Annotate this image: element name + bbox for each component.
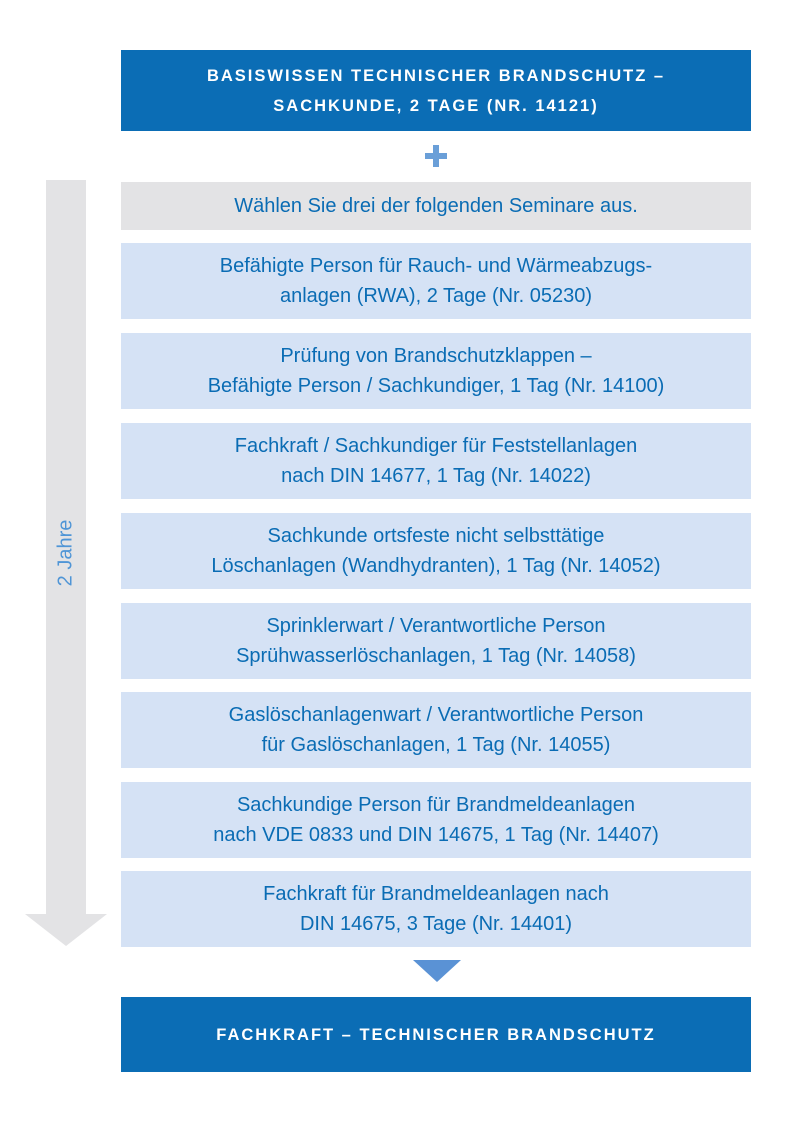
seminar-box — [121, 782, 751, 858]
seminar-line-2: anlagen (RWA), 2 Tage (Nr. 05230) — [279, 285, 592, 307]
seminar-line-2: Befähigte Person / Sachkundiger, 1 Tag (Nr. 14100) — [207, 375, 665, 397]
header-box — [121, 50, 751, 131]
seminar-line-1: Befähigte Person für Rauch- und Wärmeabzugs- — [219, 255, 653, 277]
seminar-line-1: Fachkraft / Sachkundiger für Feststellanlagen — [234, 435, 638, 457]
instruction-text: Wählen Sie drei der folgenden Seminare aus. — [234, 194, 638, 217]
duration-label: 2 Jahre — [54, 519, 77, 587]
seminar-line-1: Fachkraft für Brandmeldeanlagen nach — [263, 883, 609, 905]
result-box — [121, 997, 751, 1072]
seminar-box — [121, 603, 751, 679]
seminar-box — [121, 692, 751, 768]
seminar-line-2: nach DIN 14677, 1 Tag (Nr. 14022) — [281, 465, 591, 487]
seminar-line-1: Sachkundige Person für Brandmeldeanlagen — [236, 794, 636, 816]
seminar-box — [121, 871, 751, 947]
seminar-line-2: Löschanlagen (Wandhydranten), 1 Tag (Nr. 14052) — [211, 555, 661, 577]
seminar-line-1: Gaslöschanlagenwart / Verantwortliche Person — [228, 704, 644, 726]
seminar-line-2: Sprühwasserlöschanlagen, 1 Tag (Nr. 14058) — [236, 645, 636, 667]
instruction-box — [121, 182, 751, 230]
seminar-box — [121, 513, 751, 589]
seminar-line-1: Prüfung von Brandschutzklappen – — [280, 345, 592, 367]
down-triangle-icon — [413, 960, 461, 982]
seminar-box — [121, 243, 751, 319]
seminar-box — [121, 423, 751, 499]
header-line-1: BASISWISSEN TECHNISCHER BRANDSCHUTZ – — [206, 66, 666, 85]
seminar-line-2: nach VDE 0833 und DIN 14675, 1 Tag (Nr. 14407) — [213, 824, 659, 846]
down-arrow-icon — [25, 914, 107, 946]
seminar-box — [121, 333, 751, 409]
plus-icon — [424, 144, 448, 168]
seminar-line-2: DIN 14675, 3 Tage (Nr. 14401) — [299, 913, 572, 935]
seminar-line-1: Sachkunde ortsfeste nicht selbsttätige — [267, 525, 605, 547]
header-line-2: SACHKUNDE, 2 TAGE (NR. 14121) — [273, 96, 599, 115]
seminar-line-1: Sprinklerwart / Verantwortliche Person — [266, 615, 606, 637]
seminar-line-2: für Gaslöschanlagen, 1 Tag (Nr. 14055) — [261, 734, 611, 756]
result-text: FACHKRAFT – TECHNISCHER BRANDSCHUTZ — [216, 1025, 656, 1044]
